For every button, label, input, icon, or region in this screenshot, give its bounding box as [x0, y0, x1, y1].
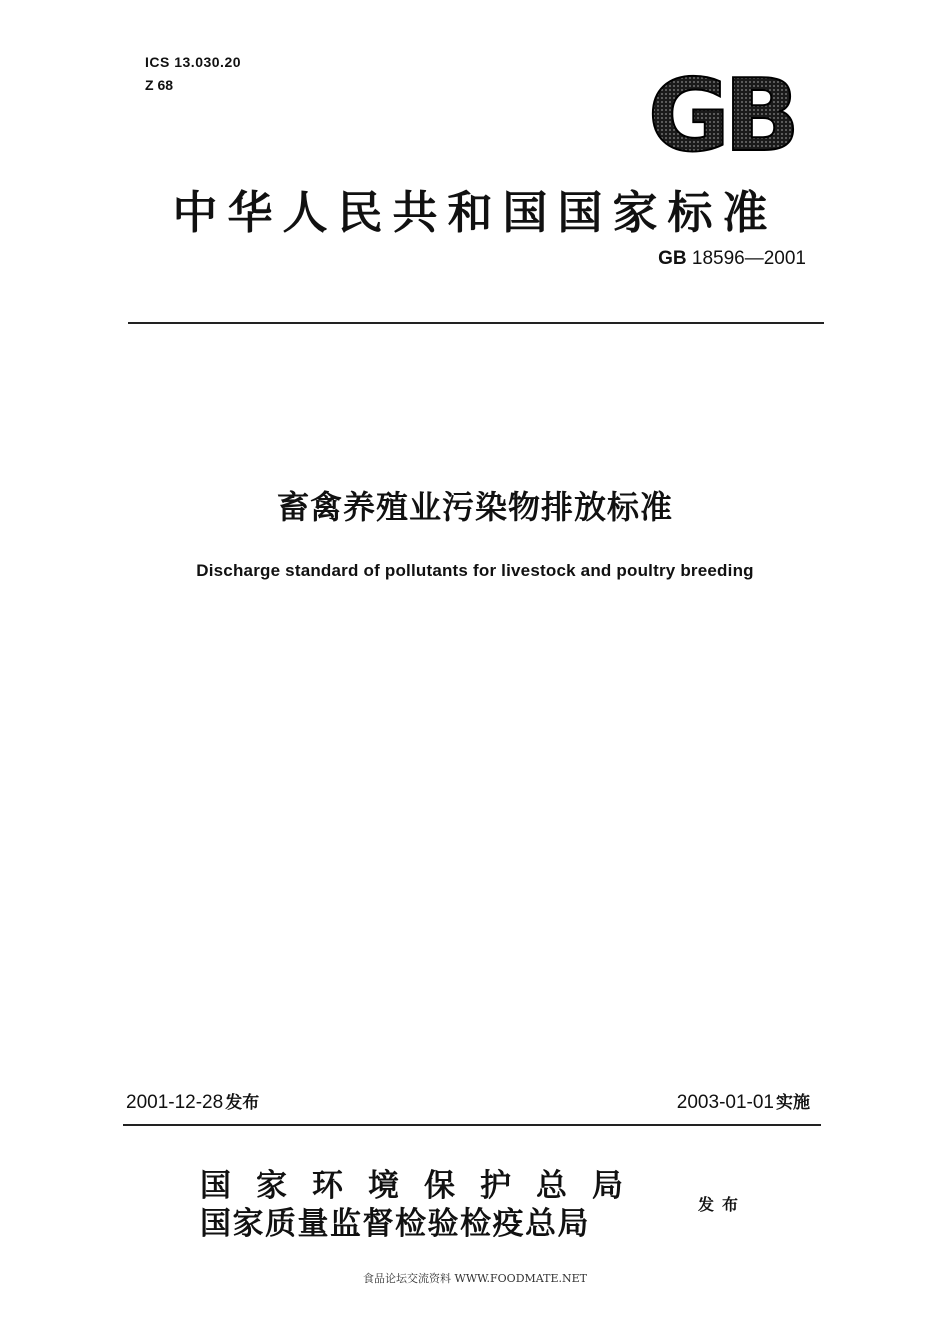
implementation-label: 实施 [776, 1093, 810, 1113]
standard-prefix: GB [658, 248, 687, 269]
implementation-date: 2003-01-01 [676, 1092, 774, 1113]
standard-number [600, 248, 806, 270]
issue-label: 发布 [225, 1093, 260, 1113]
issue-date-line [126, 1088, 259, 1114]
publish-label: 发布 [698, 1195, 747, 1214]
title-english: Discharge standard of pollutants for livestock and poultry breeding [196, 561, 754, 580]
issuing-agency-2: 国家质量监督检验检疫总局 [200, 1206, 590, 1242]
title-chinese: 畜禽养殖业污染物排放标准 [276, 488, 673, 526]
gb-logo-text: GB [647, 68, 795, 160]
gb-logo [636, 68, 806, 160]
watermark-footer: 食品论坛交流资料 WWW.FOODMATE.NET [363, 1272, 587, 1285]
national-standard-heading: 中华人民共和国国家标准 [172, 186, 778, 239]
implementation-date-line [677, 1088, 810, 1114]
header-divider [128, 322, 824, 324]
issuing-agency-1: 国家环境保护总局 [200, 1168, 648, 1204]
footer-divider [123, 1124, 821, 1126]
issue-date: 2001-12-28 [126, 1092, 224, 1113]
ics-code: ICS 13.030.20 [145, 54, 242, 70]
classification-code: Z 68 [145, 77, 174, 93]
standard-code: 18596—2001 [691, 248, 806, 269]
